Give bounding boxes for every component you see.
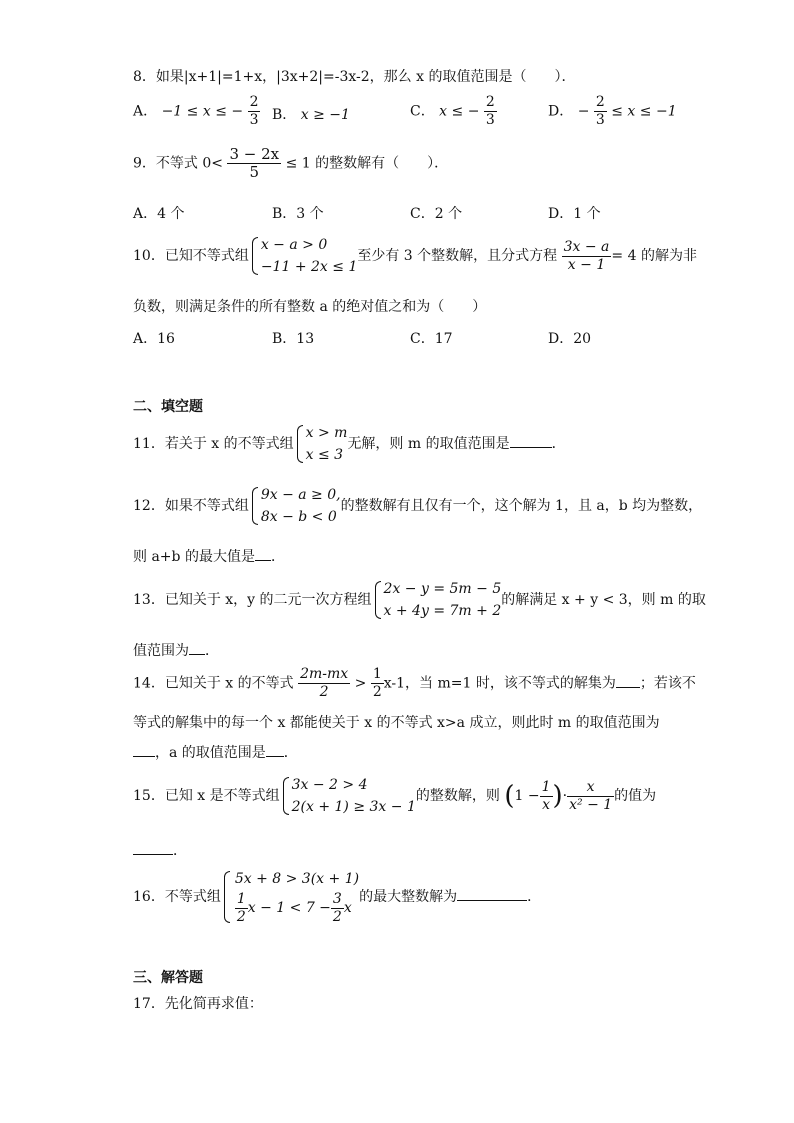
q8-option-d[interactable]: D． − $\frac{2}{3}$ ≤ x ≤ −1 [548,94,677,128]
q10-stem: 10．已知不等式组 x − a > 0 −11 + 2x ≤ 1 至少有 3 个整数解，且分式方程 $\frac{3x - a}{x - 1}$ = 4 的解为非 [133,234,697,278]
q10-option-c[interactable]: C．17 [410,331,453,347]
q10-option-a[interactable]: A．16 [133,331,175,347]
q14-stem-line3: ，a 的取值范围是 ． [133,742,298,762]
q11-answer-blank[interactable] [510,433,552,448]
q14-stem-line2: 等式的解集中的每一个 x 都能使关于 x 的不等式 x>a 成立，则此时 m 的取值范围为 [133,715,660,731]
q16-stem: 16．不等式组 5x + 8 > 3(x + 1) $\frac{1}{2}$ x − 1 < 7 − $\frac{3}{2}$ x 的最大整数解为 ． [133,868,541,926]
q11-stem: 11．若关于 x 的不等式组 x > m x ≤ 3 无解，则 m 的取值范围是 ． [133,422,566,466]
q9-option-a[interactable]: A．4 个 [133,206,185,222]
q10-option-d[interactable]: D．20 [548,331,592,347]
q17-stem: 17．先化简再求值： [133,996,263,1012]
section-answer-title: 三、解答题 [133,970,203,986]
q9-option-b[interactable]: B．3 个 [272,206,324,222]
q15-stem: 15．已知 x 是不等式组 3x − 2 > 4 2(x + 1) ≥ 3x − 1 的整数解，则 (1 − $\frac{1}{x}$ )· $\frac{x}{\text{x² − 1}}$ 的值为 [133,774,656,818]
section-fill-in-title: 二、填空题 [133,399,203,415]
q13-stem: 13．已知关于 x，y 的二元一次方程组 2x − y = 5m − 5 x + 4y = 7m + 2 的解满足 x + y < 3，则 m 的取 [133,578,706,622]
q10-stem-line2: 负数，则满足条件的所有整数 a 的绝对值之和为（ ） [133,299,487,315]
q13-stem-line2: 值范围为 ． [133,640,219,660]
q14-answer-blank-2[interactable] [133,742,155,757]
q12-stem: 12．如果不等式组 9x − a ≥ 0, 8x − b < 0 的整数解有且仅有一个，这个解为 1，且 a，b 均为整数， [133,484,702,528]
q12-stem-line2: 则 a+b 的最大值是 ． [133,546,285,566]
q14-stem: 14．已知关于 x 的不等式 $\frac{2m-mx}{2}$ > $\frac{1}{2}$ x-1，当 m=1 时，该不等式的解集为 ；若该不 [133,666,696,700]
q15-answer-line: ． [133,840,187,860]
q8-stem: 8．如果|x+1|=1+x，|3x+2|=-3x-2，那么 x 的取值范围是（ ）． [133,69,576,85]
q16-answer-blank[interactable] [457,886,527,901]
q14-answer-blank-3[interactable] [266,742,284,757]
q14-answer-blank-1[interactable] [616,673,640,688]
q9-option-d[interactable]: D．1 个 [548,206,601,222]
q15-answer-blank[interactable] [133,840,173,855]
q8-option-c[interactable]: C． x ≤ − $\frac{2}{3}$ [410,94,495,128]
q9-stem: 9．不等式 0< $\frac{3 - 2x}{5}$ ≤ 1 的整数解有（ ）． [133,145,449,181]
q8-option-a[interactable]: A． −1 ≤ x ≤ − $\frac{2}{3}$ [133,94,259,128]
q13-answer-blank[interactable] [189,640,205,655]
q12-answer-blank[interactable] [255,546,271,561]
q10-option-b[interactable]: B．13 [272,331,315,347]
q9-option-c[interactable]: C．2 个 [410,206,463,222]
q8-option-b[interactable]: B． x ≥ −1 [272,107,350,123]
